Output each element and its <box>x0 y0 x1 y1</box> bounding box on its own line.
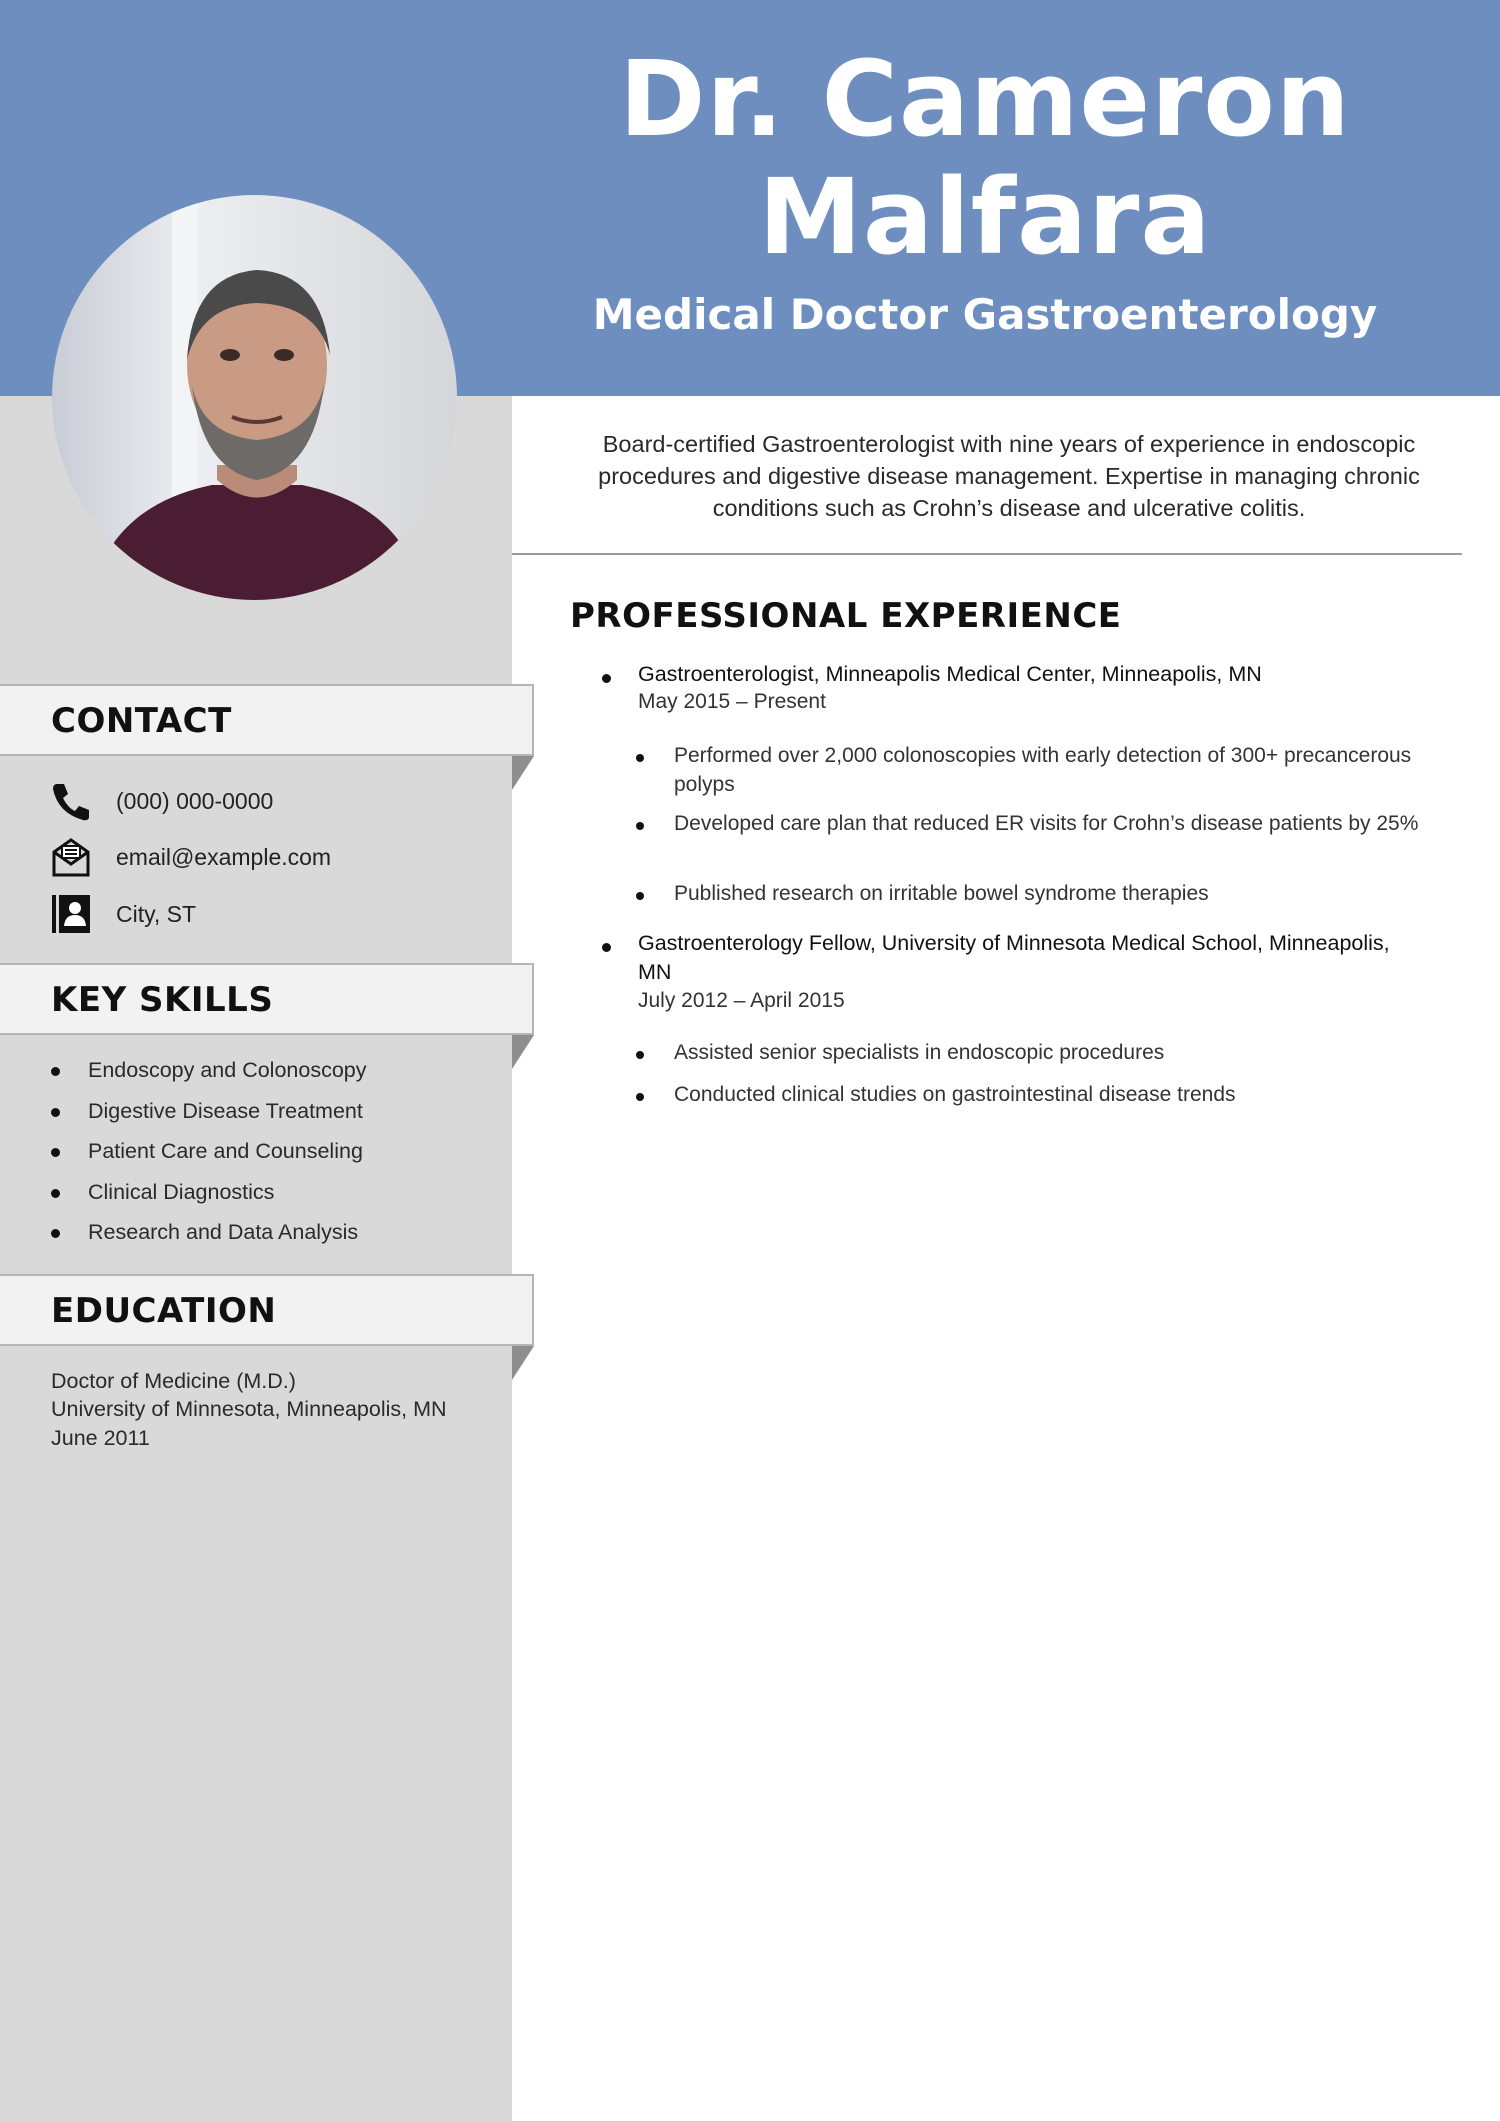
skill-text: Clinical Diagnostics <box>88 1180 275 1204</box>
job-bullet-text: Assisted senior specialists in endoscopic procedures <box>674 1041 1165 1064</box>
tab-fold-shadow <box>512 756 534 790</box>
bullet-dot <box>636 1093 644 1101</box>
skills-heading: KEY SKILLS <box>51 980 274 1020</box>
location-text: City, ST <box>116 901 197 927</box>
bullet-dot <box>602 674 611 683</box>
tab-fold-shadow <box>512 1346 534 1380</box>
bullet-dot <box>51 1148 60 1157</box>
bullet-dot <box>51 1229 60 1238</box>
tab-fold-shadow <box>512 1035 534 1069</box>
phone-icon <box>50 780 92 822</box>
job-bullet-text: Developed care plan that reduced ER visits for Crohn’s disease patients by 25% <box>674 812 1419 835</box>
bullet-dot <box>636 892 644 900</box>
envelope-icon <box>50 836 92 878</box>
bullet-dot <box>636 1051 644 1059</box>
contact-card-icon <box>50 893 92 935</box>
job-dates: July 2012 – April 2015 <box>638 989 845 1012</box>
experience-heading: PROFESSIONAL EXPERIENCE <box>570 596 1122 636</box>
skill-text: Digestive Disease Treatment <box>88 1099 363 1123</box>
job-dates: May 2015 – Present <box>638 690 826 713</box>
profile-photo <box>52 195 457 600</box>
education-heading: EDUCATION <box>51 1291 277 1331</box>
name-last-line: Malfara <box>758 156 1212 278</box>
job-bullet-text: Performed over 2,000 colonoscopies with early detection of 300+ precancerous polyps <box>674 744 1412 796</box>
email-text: email@example.com <box>116 844 332 870</box>
bullet-dot <box>602 943 611 952</box>
summary-text: Board-certified Gastroenterologist with nine years of experience in endoscopic procedures and digestive disease management. Expertise in managing chronic conditions such as Crohn’s disease and ulcerative colitis. <box>598 431 1420 521</box>
contact-tab <box>0 684 534 756</box>
job-bullet-text: Published research on irritable bowel syndrome therapies <box>674 882 1209 905</box>
education-school: University of Minnesota, Minneapolis, MN <box>51 1397 447 1421</box>
bullet-dot <box>636 822 644 830</box>
sidebar <box>0 396 512 2121</box>
phone-text: (000) 000-0000 <box>116 788 274 814</box>
skill-text: Endoscopy and Colonoscopy <box>88 1058 367 1082</box>
bullet-dot <box>51 1067 60 1076</box>
bullet-dot <box>51 1108 60 1117</box>
name-first-line: Dr. Cameron <box>619 38 1351 160</box>
skills-tab <box>0 963 534 1035</box>
job-title: Gastroenterology Fellow, University of Minnesota Medical School, Minneapolis, MN <box>638 931 1390 984</box>
job-subtitle: Medical Doctor Gastroenterology <box>592 290 1378 339</box>
skill-text: Research and Data Analysis <box>88 1220 359 1244</box>
skill-text: Patient Care and Counseling <box>88 1139 363 1163</box>
job-bullet-text: Conducted clinical studies on gastrointestinal disease trends <box>674 1083 1236 1106</box>
summary-divider <box>512 553 1462 555</box>
contact-heading: CONTACT <box>51 701 232 741</box>
portrait-illustration <box>52 195 457 600</box>
bullet-dot <box>636 754 644 762</box>
education-degree: Doctor of Medicine (M.D.) <box>51 1369 296 1393</box>
job-title: Gastroenterologist, Minneapolis Medical Center, Minneapolis, MN <box>638 662 1262 686</box>
education-date: June 2011 <box>51 1426 150 1450</box>
bullet-dot <box>51 1189 60 1198</box>
education-tab <box>0 1274 534 1346</box>
